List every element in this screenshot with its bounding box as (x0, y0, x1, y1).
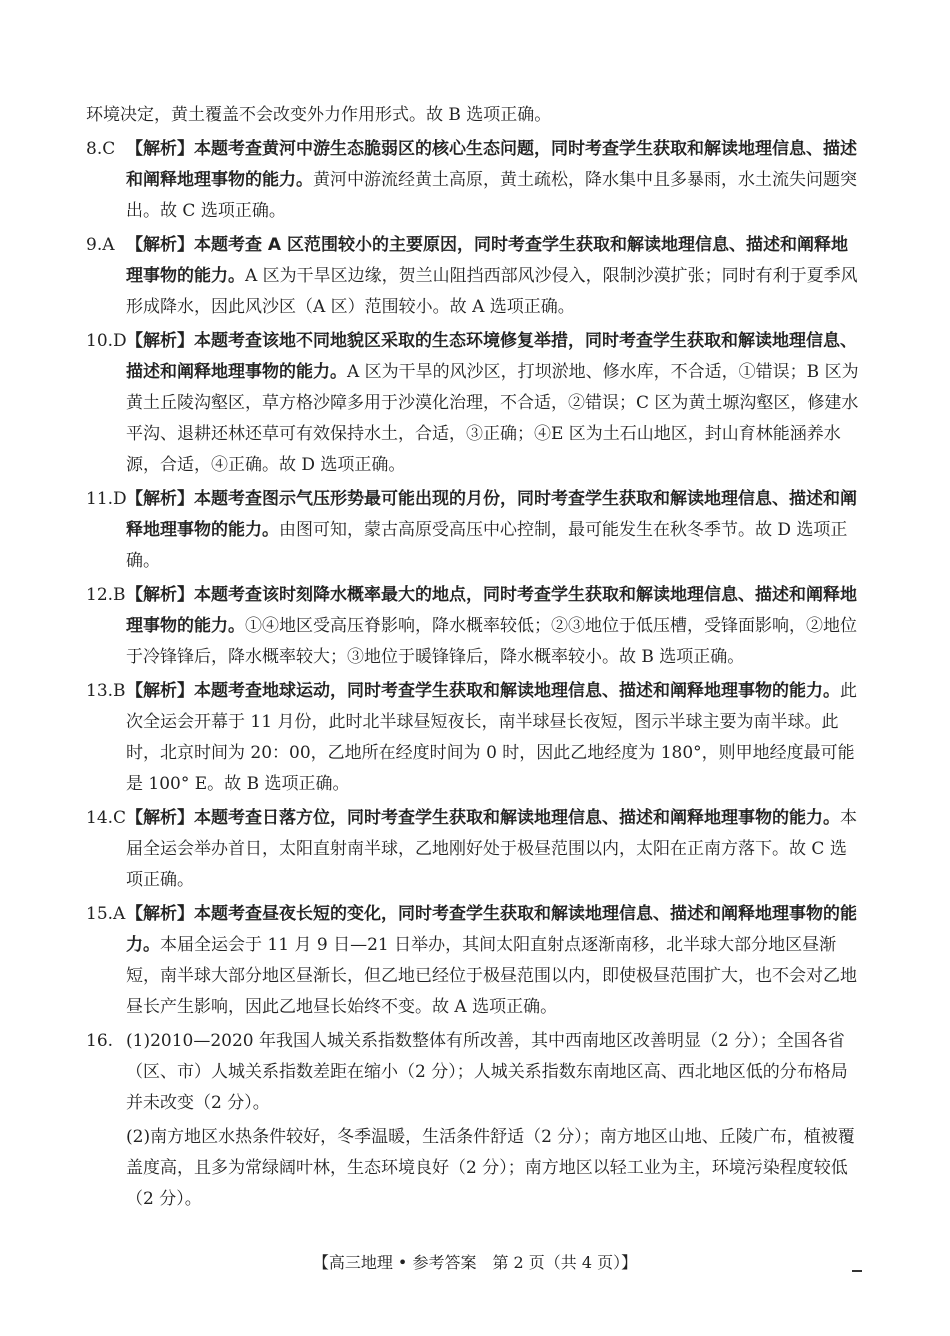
analysis-label: 【解析】 (126, 681, 194, 701)
answer-item-15 (86, 899, 862, 1023)
answer-item-14 (86, 803, 862, 896)
answer-item-9 (86, 230, 862, 323)
answer-item-8 (86, 134, 862, 227)
analysis-text: 本届全运会于 11 月 9 日—21 日举办，其间太阳直射点逐渐南移，北半球大部分地区昼渐短，南半球大部分地区昼渐长，但乙地已经位于极昼范围以内，即使极昼范围扩大，也不会对乙地昼长产生影响，因此乙地昼长始终不变。故 A 选项正确。 (126, 935, 857, 1017)
analysis-text: 本届全运会举办首日，太阳直射南半球，乙地刚好处于极昼范围以内，太阳在正南方落下。故 C 选项正确。 (126, 808, 857, 890)
question-number: 9. (86, 235, 103, 255)
analysis-text: A 区为干旱区边缘，贺兰山阻挡西部风沙侵入，限制沙漠扩张；同时有利于夏季风形成降水，因此风沙区（A 区）范围较小。故 A 选项正确。 (126, 266, 858, 317)
analysis-label: 【解析】 (126, 904, 194, 924)
analysis-text: 此次全运会开幕于 11 月份，此时北半球昼短夜长，南半球昼长夜短，图示半球主要为南半球。此时，北京时间为 20：00，乙地所在经度时间为 0 时，因此乙地经度为 180°，则甲地经度最可能是 100° E。故 B 选项正确。 (126, 681, 857, 794)
question-number: 16. (86, 1031, 114, 1051)
question-number: 8. (86, 139, 103, 159)
analysis-label: 【解析】 (126, 235, 194, 255)
answer-letter: B (113, 585, 126, 605)
corner-mark (852, 1270, 862, 1272)
answer-item-11 (86, 484, 862, 577)
analysis-text: A 区为干旱的风沙区，打坝淤地、修水库，不合适，①错误；B 区为黄土丘陵沟壑区，草方格沙障多用于沙漠化治理，不合适，②错误；C 区为黄土塬沟壑区，修建水平沟、退耕还林还草可有效保持水土，合适，③正确；④E 区为土石山地区，封山育林能涵养水源，合适，④正确。故 D 选项正确。 (126, 362, 859, 475)
analysis-label: 【解析】 (126, 585, 194, 605)
analysis-label: 【解析】 (126, 331, 194, 351)
answer-letter: D (113, 331, 127, 351)
analysis-lead: 本题考查该时刻降水概率最大的地点，同时考查学生获取和解读地理信息、描述和阐释地理事物的能力。 (126, 585, 857, 636)
question-number: 15. (86, 904, 114, 924)
question-number: 12. (86, 585, 114, 605)
answer-content (86, 100, 862, 1218)
analysis-text: 由图可知，蒙古高原受高压中心控制，最可能发生在秋冬季节。故 D 选项正确。 (126, 520, 848, 571)
page-footer: 【高三地理 • 参考答案 第 2 页（共 4 页）】 (312, 1253, 638, 1272)
answer-item-10 (86, 326, 862, 481)
answer-letter: C (113, 808, 127, 828)
question-number: 13. (86, 681, 114, 701)
answer-letter: A (102, 235, 115, 255)
analysis-lead: 本题考查日落方位，同时考查学生获取和解读地理信息、描述和阐释地理事物的能力。 (194, 808, 840, 828)
intro-continuation: 环境决定，黄土覆盖不会改变外力作用形式。故 B 选项正确。 (86, 105, 552, 125)
analysis-lead: 本题考查昼夜长短的变化，同时考查学生获取和解读地理信息、描述和阐释地理事物的能力。 (126, 904, 857, 955)
answer-item-12 (86, 580, 862, 673)
answer-item-13 (86, 676, 862, 800)
answer-16-part-2: (2)南方地区水热条件较好，冬季温暖，生活条件舒适（2 分）；南方地区山地、丘陵广布，植被覆盖度高，且多为常绿阔叶林，生态环境良好（2 分）；南方地区以轻工业为主，环境污染程度较低（2 分）。 (126, 1127, 855, 1209)
question-number: 10. (86, 331, 114, 351)
answer-letter: C (102, 139, 116, 159)
analysis-lead: 本题考查地球运动，同时考查学生获取和解读地理信息、描述和阐释地理事物的能力。 (194, 681, 840, 701)
analysis-label: 【解析】 (126, 139, 194, 159)
answer-letter: A (113, 904, 126, 924)
analysis-lead: 本题考查 A 区范围较小的主要原因，同时考查学生获取和解读地理信息、描述和阐释地理事物的能力。 (126, 235, 848, 286)
question-number: 11. (86, 489, 114, 509)
answer-letter: D (113, 489, 127, 509)
analysis-lead: 本题考查该地不同地貌区采取的生态环境修复举措，同时考查学生获取和解读地理信息、描述和阐释地理事物的能力。 (126, 331, 857, 382)
answer-letter: B (113, 681, 126, 701)
analysis-text: 黄河中游流经黄土高原，黄土疏松，降水集中且多暴雨，水土流失问题突出。故 C 选项正确。 (126, 170, 857, 221)
question-number: 14. (86, 808, 114, 828)
analysis-label: 【解析】 (126, 489, 194, 509)
analysis-lead: 本题考查图示气压形势最可能出现的月份，同时考查学生获取和解读地理信息、描述和阐释地理事物的能力。 (126, 489, 857, 540)
answer-item-16 (86, 1026, 862, 1215)
answer-16-part-1: (1)2010—2020 年我国人城关系指数整体有所改善，其中西南地区改善明显（2 分）；全国各省（区、市）人城关系指数差距在缩小（2 分）；人城关系指数东南地区高、西北地区低的分布格局并未改变（2 分）。 (126, 1031, 848, 1113)
analysis-label: 【解析】 (126, 808, 194, 828)
analysis-text: ①④地区受高压脊影响，降水概率较低；②③地位于低压槽，受锋面影响，②地位于冷锋锋后，降水概率较大；③地位于暖锋锋后，降水概率较小。故 B 选项正确。 (126, 616, 857, 667)
analysis-lead: 本题考查黄河中游生态脆弱区的核心生态问题，同时考查学生获取和解读地理信息、描述和阐释地理事物的能力。 (126, 139, 857, 190)
